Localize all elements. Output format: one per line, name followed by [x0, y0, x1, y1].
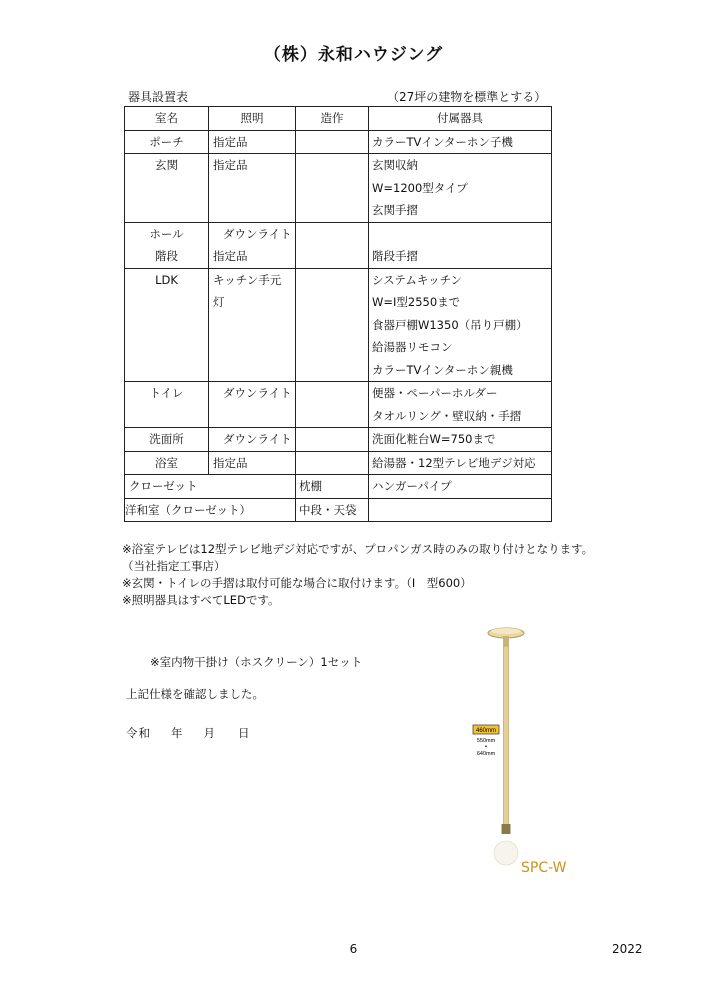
accessory-item: 給湯器リモコン [372, 340, 453, 354]
lighting-hall: ダウンライト [223, 226, 292, 241]
accessories-cell [369, 451, 552, 475]
header-accessories: 付属器具 [369, 107, 552, 131]
note-bath-tv: ※浴室テレビは12型テレビ地デジ対応ですが、プロパンガス時のみの取り付けとなります。 [122, 542, 594, 556]
accessory-item: W=I型2550まで [372, 295, 461, 309]
accessories-cell [369, 428, 552, 452]
drying-rack-note: ※室内物干掛け（ホスクリーン）1セット [150, 655, 363, 669]
accessory-item: 玄関収納 [372, 158, 418, 172]
product-name: SPC-W [521, 860, 567, 876]
lighting-cell: 指定品 [209, 154, 296, 223]
table-standard-note: （27坪の建物を標準とする） [387, 90, 547, 104]
table-row [125, 428, 552, 452]
note-contractor: （当社指定工事店） [122, 559, 226, 573]
header-room: 室名 [125, 107, 209, 131]
lighting-cell [209, 222, 296, 268]
table-row [125, 382, 552, 428]
room-name: トイレ [125, 382, 209, 428]
drying-pole-image [472, 612, 542, 882]
accessory-item [372, 499, 548, 522]
room-name: 玄関 [125, 154, 209, 223]
accessory-item: W=1200型タイプ [372, 180, 468, 195]
room-name: 洗面所 [125, 428, 209, 452]
lighting-cell: キッチン手元灯 [209, 268, 296, 382]
lighting-cell: 指定品 [209, 130, 296, 154]
accessories-cell [369, 268, 552, 382]
fixture-cell [296, 451, 369, 475]
lighting-cell: ダウンライト [209, 428, 296, 452]
date-month: 月 [203, 726, 216, 740]
accessory-item: 階段手摺 [372, 249, 418, 263]
fixture-cell [296, 154, 369, 223]
note-handrail: ※玄関・トイレの手摺は取付可能な場合に取付けます。（I 型600） [122, 576, 472, 590]
table-row [125, 475, 552, 499]
accessory-item: カラーTVインターホン子機 [372, 134, 513, 149]
room-name: 浴室 [125, 451, 209, 475]
accessories-cell [369, 475, 552, 499]
table-row [125, 222, 552, 268]
accessories-cell [369, 382, 552, 428]
accessory-item: 洗面化粧台W=750まで [372, 432, 496, 446]
date-day: 日 [238, 726, 251, 740]
lighting-cell: ダウンライト [209, 382, 296, 428]
table-header-row [125, 107, 552, 131]
header-fixture: 造作 [296, 107, 369, 131]
lighting-cell: 指定品 [209, 451, 296, 475]
room-name-hall: ホール [149, 226, 184, 241]
table-caption: 器具設置表 [128, 90, 189, 104]
note-led: ※照明器具はすべてLEDです。 [122, 593, 280, 607]
table-row [125, 154, 552, 223]
room-name: LDK [125, 268, 209, 382]
accessory-item: カラーTVインターホン親機 [372, 362, 513, 377]
date-year: 年 [171, 726, 184, 740]
lighting-stairs: 指定品 [213, 249, 248, 263]
room-name-stairs: 階段 [155, 249, 178, 263]
table-row [125, 130, 552, 154]
accessory-item: 給湯器・12型テレビ地デジ対応 [372, 455, 536, 470]
room-name: 洋和室（クローゼット） [125, 498, 296, 522]
equipment-table [124, 106, 552, 522]
header-lighting: 照明 [209, 107, 296, 131]
length-640-label: 640mm [476, 751, 496, 757]
accessory-item: システムキッチン [372, 272, 463, 287]
accessories-cell [369, 154, 552, 223]
fixture-cell: 枕棚 [296, 475, 369, 499]
room-name: ポーチ [125, 130, 209, 154]
room-name [125, 222, 209, 268]
accessory-item: 食器戸棚W1350（吊り戸棚） [372, 317, 528, 332]
accessory-item: ハンガーパイプ [372, 479, 452, 493]
svg-text:•: • [484, 744, 488, 750]
length-550-label: 550mm [476, 738, 496, 744]
page-number: 6 [349, 942, 358, 956]
fixture-cell [296, 130, 369, 154]
fixture-cell: 中段・天袋 [296, 498, 369, 522]
date-era: 令和 [126, 726, 151, 740]
accessory-item: タオルリング・壁収納・手摺 [372, 408, 522, 423]
table-row [125, 498, 552, 522]
table-row [125, 268, 552, 382]
accessories-cell [369, 222, 552, 268]
accessory-item: 便器・ペーパーホルダー [372, 386, 498, 400]
fixture-cell [296, 428, 369, 452]
accessory-item [372, 223, 548, 246]
table-row [125, 451, 552, 475]
confirmation-text: 上記仕様を確認しました。 [126, 687, 264, 701]
room-name: クローゼット [125, 475, 296, 499]
accessories-cell [369, 498, 552, 522]
company-title: （株）永和ハウジング [263, 45, 444, 65]
length-460-label: 460mm [475, 728, 497, 734]
footer-year: 2022 [612, 942, 643, 956]
date-line [126, 725, 251, 741]
accessory-item: 玄関手摺 [372, 203, 418, 217]
fixture-cell [296, 268, 369, 382]
fixture-cell [296, 222, 369, 268]
fixture-cell [296, 382, 369, 428]
accessories-cell [369, 130, 552, 154]
